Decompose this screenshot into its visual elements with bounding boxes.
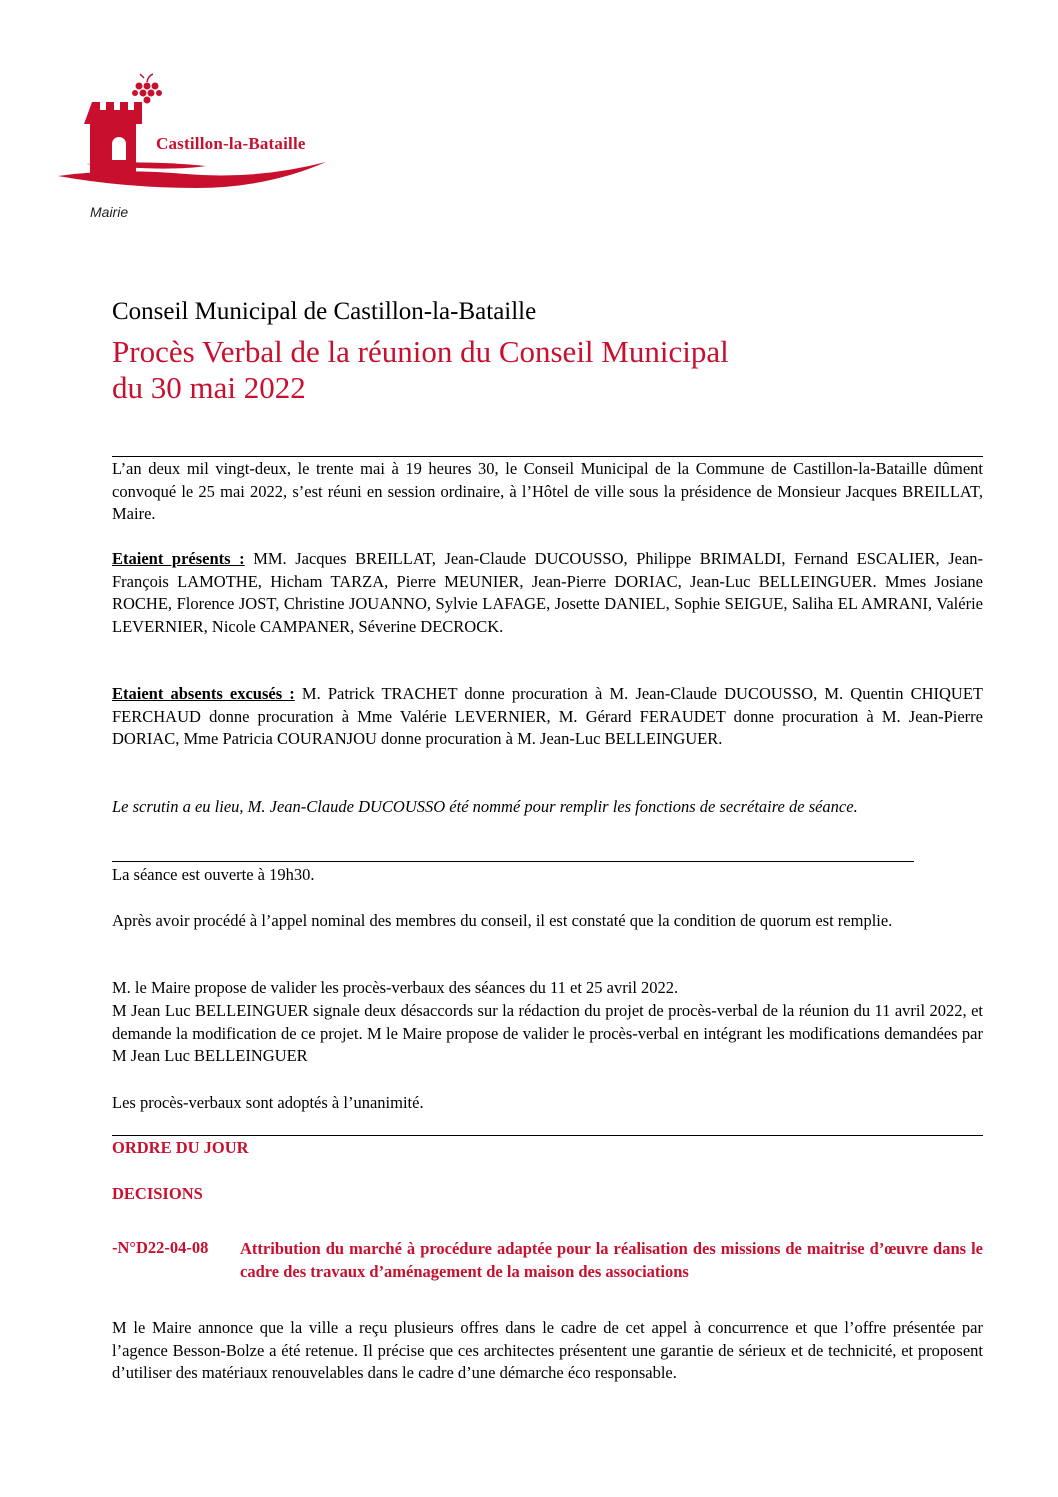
absents-label: Etaient absents excusés : xyxy=(112,684,295,703)
presents-text: MM. Jacques BREILLAT, Jean-Claude DUCOUSSO, Philippe BRIMALDI, Fernand ESCALIER, Jean-François LAMOTHE, Hicham TARZA, Pierre MEUNIER, Jean-Pierre DORIAC, Jean-Luc BELLEINGUER. Mmes Josiane ROCHE, Florence JOST, Christine JOUANNO, Sylvie LAFAGE, Josette DANIEL, Sophie SEIGUE, Saliha EL AMRANI, Valérie LEVERNIER, Nicole CAMPANER, Séverine DECROCK. xyxy=(112,549,984,636)
absents-text: M. Patrick TRACHET donne procuration à M. Jean-Claude DUCOUSSO, M. Quentin CHIQUET FERCHAUD donne procuration à Mme Valérie LEVERNIER, M. Gérard FERAUDET donne procuration à M. Jean-Pierre DORIAC, Mme Patricia COURANJOU donne procuration à M. Jean-Luc BELLEINGUER. xyxy=(112,684,983,748)
agenda-rule xyxy=(112,1135,983,1136)
town-logo xyxy=(56,66,376,226)
document-date: du 30 mai 2022 xyxy=(112,370,306,405)
presents-paragraph xyxy=(112,548,983,638)
council-title: Conseil Municipal de Castillon-la-Bataille xyxy=(112,298,537,325)
decision-title: Attribution du marché à procédure adaptée pour la réalisation des missions de maitrise d’œuvre dans le cadre des travaux d’aménagement de la maison des associations xyxy=(240,1239,983,1281)
section-rule xyxy=(112,861,914,862)
document-title: Procès Verbal de la réunion du Conseil Municipal xyxy=(112,334,729,369)
quorum-paragraph: Après avoir procédé à l’appel nominal des membres du conseil, il est constaté que la condition de quorum est remplie. xyxy=(112,911,893,930)
absents-paragraph xyxy=(112,683,983,751)
decision-text: M le Maire annonce que la ville a reçu plusieurs offres dans le cadre de cet appel à concurrence et que l’offre présentée par l’agence Besson-Bolze a été retenue. Il précise que ces architectes présentent une garantie de sérieux et de technicité, et proposent d’utiliser des matériaux renouvelables dans le cadre d’une démarche éco responsable. xyxy=(112,1318,983,1382)
logo-subtitle: Mairie xyxy=(90,204,129,220)
disagreements-paragraph: M Jean Luc BELLEINGUER signale deux désaccords sur la rédaction du projet de procès-verbal de la réunion du 11 avril 2022, et demande la modification de ce projet. M le Maire propose de valider le procès-verbal en intégrant les modifications demandées par M Jean Luc BELLEINGUER xyxy=(112,1001,983,1065)
logo-town-name: Castillon-la-Bataille xyxy=(156,134,306,153)
decision-number: -N°D22-04-08 xyxy=(112,1238,209,1257)
decisions-heading: DECISIONS xyxy=(112,1184,203,1203)
agenda-heading: ORDRE DU JOUR xyxy=(112,1138,249,1157)
intro-paragraph: L’an deux mil vingt-deux, le trente mai à 19 heures 30, le Conseil Municipal de la Commune de Castillon-la-Bataille dûment convoqué le 25 mai 2022, s’est réuni en session ordinaire, à l’Hôtel de ville sous la présidence de Monsieur Jacques BREILLAT, Maire. xyxy=(112,459,983,523)
opening-paragraph: La séance est ouverte à 19h30. xyxy=(112,865,315,884)
pv-paragraph: M. le Maire propose de valider les procès-verbaux des séances du 11 et 25 avril 2022. xyxy=(112,978,679,997)
adopted-paragraph: Les procès-verbaux sont adoptés à l’unanimité. xyxy=(112,1093,424,1112)
header-rule xyxy=(112,456,983,457)
scrutin-paragraph: Le scrutin a eu lieu, M. Jean-Claude DUCOUSSO été nommé pour remplir les fonctions de secrétaire de séance. xyxy=(112,797,858,816)
presents-label: Etaient présents : xyxy=(112,549,245,568)
